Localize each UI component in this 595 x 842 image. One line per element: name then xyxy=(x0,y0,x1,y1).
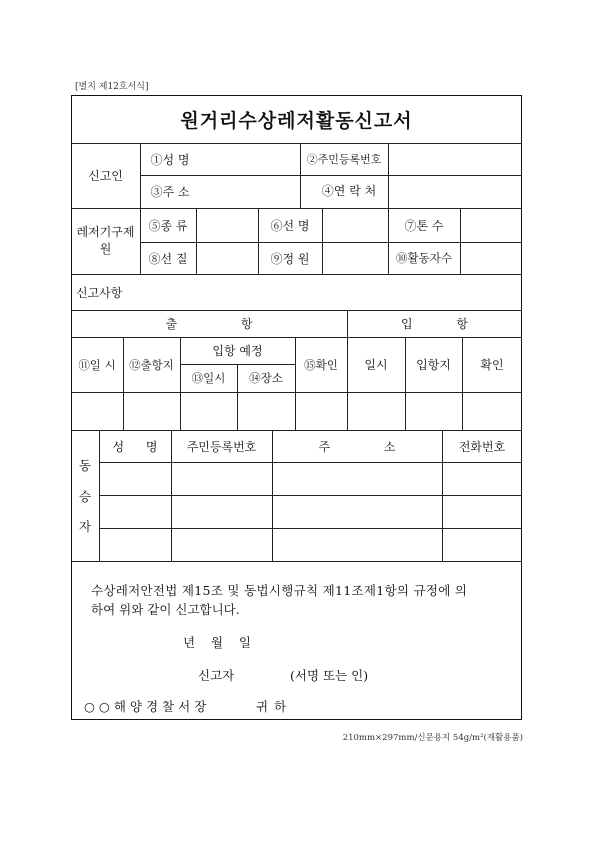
report-section-label: 신고사항 xyxy=(76,285,123,300)
registry-label: ⑧선 질 xyxy=(148,251,188,266)
plan-date-label: ⑬일시 xyxy=(191,371,226,385)
contact-label: ④연 락 처 xyxy=(321,184,377,198)
name-label: ①성 명 xyxy=(150,152,190,167)
tonnage-label: ⑦톤 수 xyxy=(404,218,444,233)
confirm-label: ⑮확인 xyxy=(304,357,338,372)
companion-phone-header: 전화번호 xyxy=(458,439,506,454)
ship-name-label: ⑥선 명 xyxy=(270,218,310,233)
companion-rrn-header: 주민등록번호 xyxy=(186,439,257,454)
capacity-label: ⑨정 원 xyxy=(270,251,310,266)
companions-section-label: 동 승 자 xyxy=(78,458,92,534)
signature-note: (서명 또는 인) xyxy=(290,668,369,683)
plan-place-label: ⑭장소 xyxy=(249,371,283,385)
report-date: 년 월 일 xyxy=(183,635,252,650)
arr-date-label: 일시 xyxy=(364,358,388,372)
reporter-label: 신고자 xyxy=(198,668,235,683)
equipment-section-label: 레저기구제원 xyxy=(76,225,135,256)
date-label: ⑪일 시 xyxy=(78,357,116,372)
statement-line-2: 하여 위와 같이 신고합니다. xyxy=(91,602,240,617)
applicant-section-label: 신고인 xyxy=(88,169,123,183)
page-title: 원거리수상레저활동신고서 xyxy=(180,109,413,132)
arrival-header: 입 항 xyxy=(401,317,468,331)
statement-line-1: 수상레저안전법 제15조 및 동법시행규칙 제11조제1항의 규정에 의 xyxy=(91,583,468,598)
address-label: ③주 소 xyxy=(150,185,190,199)
arr-confirm-label: 확인 xyxy=(480,358,504,372)
rrn-label: ②주민등록번호 xyxy=(306,153,382,166)
dep-port-label: ⑫출항지 xyxy=(129,357,174,372)
honorific: 귀하 xyxy=(256,699,293,714)
type-label: ⑤종 류 xyxy=(148,218,188,233)
planned-arrival-label: 입항 예정 xyxy=(212,344,263,358)
arr-port-label: 입항지 xyxy=(416,358,451,372)
paper-spec: 210mm×297mm/신문용지 54g/m²(재활용품) xyxy=(342,733,523,743)
departure-header: 출 항 xyxy=(165,317,253,331)
form-label: [별지 제12호서식] xyxy=(75,82,149,92)
activity-count-label: ⑩활동자수 xyxy=(396,251,452,265)
companion-name-header: 성 명 xyxy=(112,439,158,454)
companion-address-header: 주 소 xyxy=(318,439,396,454)
addressee: ○○해양경찰서장 xyxy=(84,699,211,714)
